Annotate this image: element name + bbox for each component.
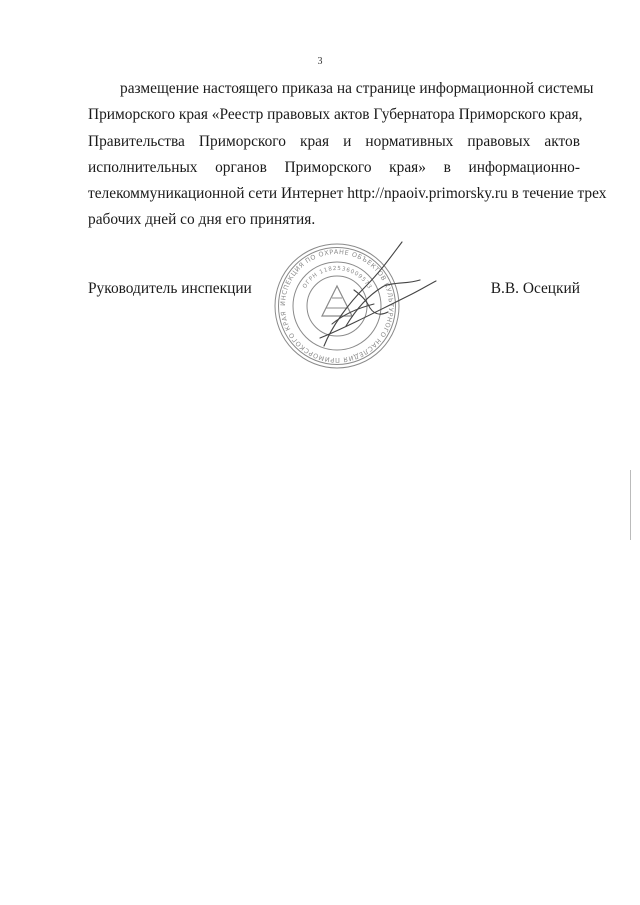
stamp-outer-text: ИНСПЕКЦИЯ ПО ОХРАНЕ ОБЪЕКТОВ КУЛЬТУРНОГО НАСЛЕДИЯ ПРИМОРСКОГО КРАЯ <box>278 247 396 365</box>
page-number: 3 <box>317 56 323 67</box>
paragraph-line-1: размещение настоящего приказа на странице информационной системы <box>120 80 594 97</box>
handwritten-signature <box>320 242 436 346</box>
stamp-inner-text: ОГРН 1182536009573 <box>302 265 373 291</box>
signatory-title: Руководитель инспекции <box>88 280 252 297</box>
paragraph-line-4: исполнительных органов Приморского края» в информационно- <box>88 159 580 176</box>
official-stamp-seal <box>262 234 438 372</box>
paragraph-line-2: Приморского края «Реестр правовых актов Губернатора Приморского края, <box>88 106 583 123</box>
signatory-name: В.В. Осецкий <box>490 280 580 297</box>
paragraph-line-6: рабочих дней со дня его принятия. <box>88 211 316 228</box>
scan-edge-mark <box>630 470 631 540</box>
paragraph-line-3: Правительства Приморского края и нормативных правовых актов <box>88 133 580 150</box>
paragraph-line-5: телекоммуникационной сети Интернет http://npaoiv.primorsky.ru в течение трех <box>88 185 607 202</box>
